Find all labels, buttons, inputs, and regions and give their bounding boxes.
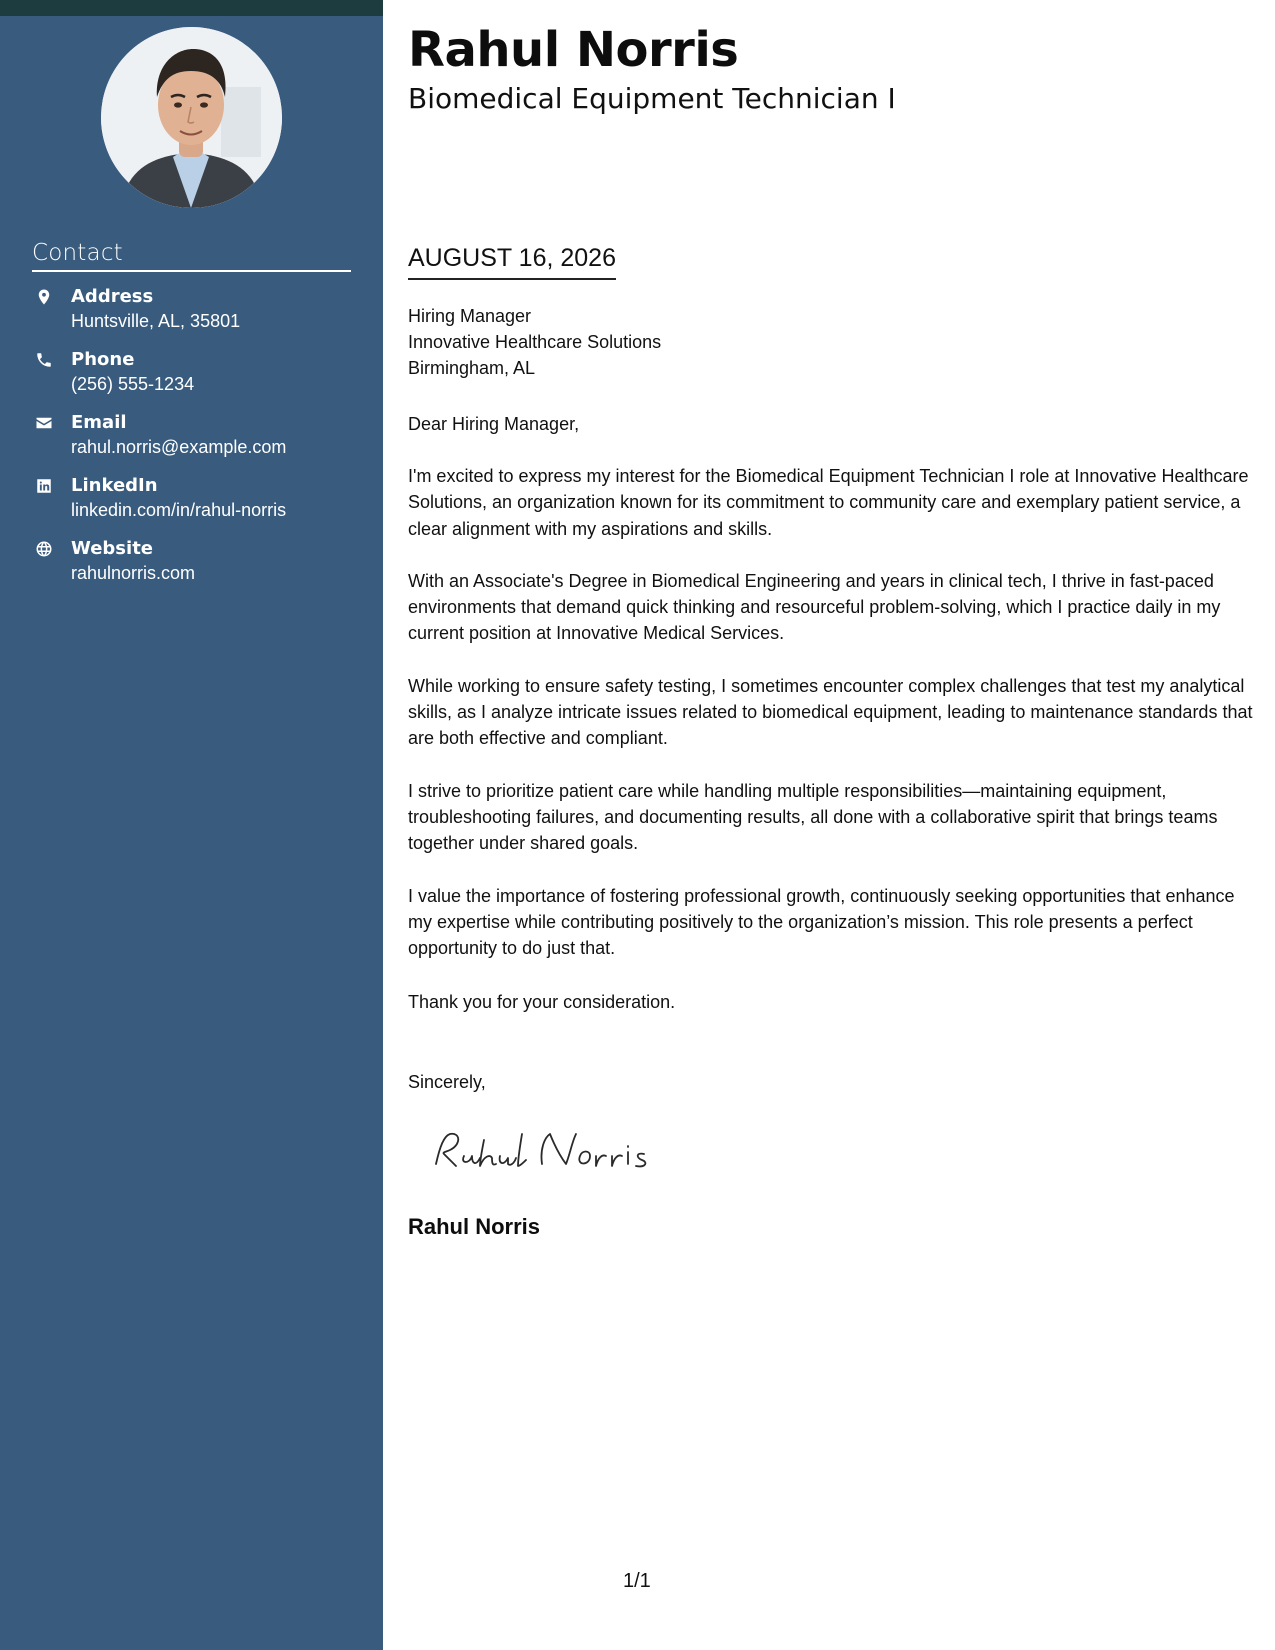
recipient-line: Birmingham, AL <box>408 358 536 378</box>
recipient-line: Innovative Healthcare Solutions <box>408 332 662 352</box>
contact-label-linkedin: LinkedIn <box>71 475 158 496</box>
contact-label-website: Website <box>71 538 154 559</box>
globe-icon <box>34 539 54 559</box>
letter-body <box>408 463 1253 987</box>
phone-icon <box>34 350 54 370</box>
salutation: Dear Hiring Manager, <box>408 414 580 434</box>
contact-list <box>32 285 362 600</box>
contact-value-phone[interactable]: (256) 555-1234 <box>71 374 195 394</box>
contact-item-website <box>32 537 362 600</box>
contact-label-email: Email <box>71 412 127 433</box>
envelope-icon <box>34 413 54 433</box>
contact-item-email <box>32 411 362 474</box>
contact-label-phone: Phone <box>71 349 135 370</box>
map-pin-icon <box>34 287 54 307</box>
body-paragraph: I'm excited to express my interest for the Biomedical Equipment Technician I role at Innovative Healthcare Solutions, an organization known for its commitment to community care and exemplary patient service, a clear alignment with my aspirations and skills. <box>408 466 1249 539</box>
contact-value-address: Huntsville, AL, 35801 <box>71 311 241 331</box>
sign-off: Sincerely, <box>408 1072 486 1092</box>
sidebar-top-bar <box>0 0 383 16</box>
body-paragraph: With an Associate's Degree in Biomedical Engineering and years in clinical tech, I thrive in fast-paced environments that demand quick thinking and resourceful problem-solving, which I practice daily in my current position at Innovative Medical Services. <box>408 570 1221 644</box>
closing-thanks: Thank you for your consideration. <box>408 992 676 1012</box>
page-number: 1/1 <box>623 1570 651 1592</box>
applicant-name: Rahul Norris <box>408 22 739 78</box>
contact-label-address: Address <box>71 286 154 307</box>
contact-value-linkedin[interactable]: linkedin.com/in/rahul-norris <box>71 500 287 520</box>
sidebar <box>0 0 383 1650</box>
body-paragraph: I strive to prioritize patient care while handling multiple responsibilities—maintaining equipment, troubleshooting failures, and documenting results, all done with a collaborative spirit that brings teams together under shared goals. <box>408 780 1218 854</box>
contact-item-linkedin <box>32 474 362 537</box>
contact-item-address <box>32 285 362 348</box>
body-paragraph: I value the importance of fostering professional growth, continuously seeking opportunities that enhance my expertise while contributing positively to the organization’s mission. This role presents a perfect opportunity to do just that. <box>408 885 1235 959</box>
signer-name: Rahul Norris <box>408 1214 541 1239</box>
contact-heading: Contact <box>32 240 351 272</box>
handwritten-signature <box>430 1126 670 1176</box>
letter-date: AUGUST 16, 2026 <box>408 244 616 280</box>
profile-photo <box>101 27 282 208</box>
body-paragraph: While working to ensure safety testing, I sometimes encounter complex challenges that test my analytical skills, as I analyze intricate issues related to biomedical equipment, leading to maintenance standards that are both effective and compliant. <box>408 675 1253 749</box>
contact-value-email[interactable]: rahul.norris@example.com <box>71 437 287 457</box>
recipient-block <box>408 303 661 381</box>
linkedin-icon <box>34 476 54 496</box>
job-title: Biomedical Equipment Technician I <box>408 82 896 115</box>
contact-item-phone <box>32 348 362 411</box>
contact-value-website[interactable]: rahulnorris.com <box>71 563 196 583</box>
recipient-line: Hiring Manager <box>408 306 532 326</box>
